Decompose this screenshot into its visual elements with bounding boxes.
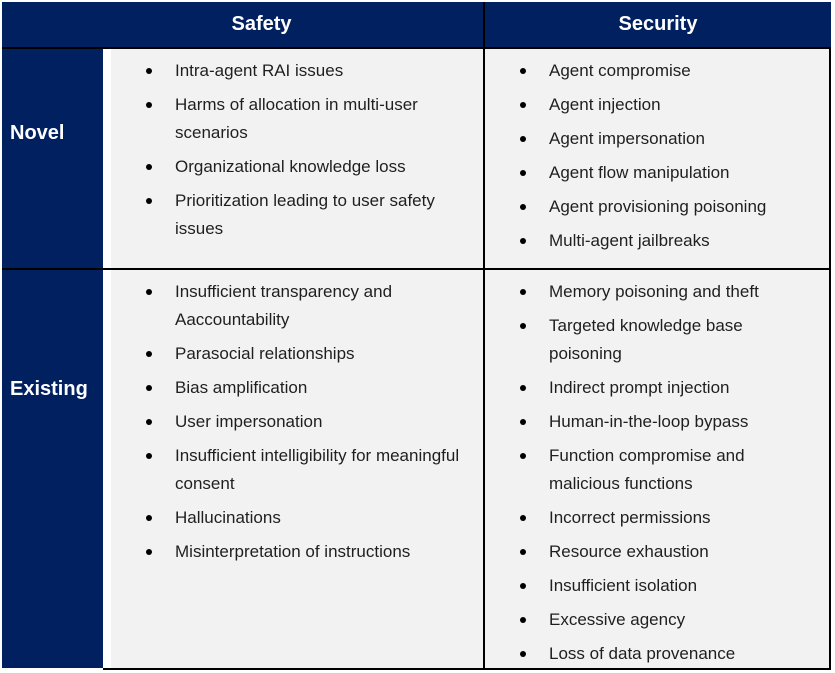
list-item: Agent compromise [485,57,807,85]
failure-modes-table [2,2,831,670]
column-header-safety: Safety [2,2,483,47]
list-item: User impersonation [111,408,475,436]
list-item: Targeted knowledge base poisoning [485,312,807,368]
list-item: Insufficient intelligibility for meaningful consent [111,442,475,498]
row-label-existing: Existing [2,270,103,668]
list-item: Bias amplification [111,374,475,402]
list-item: Insufficient isolation [485,572,807,600]
existing-security-list [485,278,829,668]
novel-security-list [485,57,829,255]
existing-safety-list [111,278,483,566]
list-item: Memory poisoning and theft [485,278,807,306]
list-item: Indirect prompt injection [485,374,807,402]
list-item: Misinterpretation of instructions [111,538,475,566]
list-item: Incorrect permissions [485,504,807,532]
cell-existing-safety [111,270,483,668]
row-label-novel: Novel [2,49,103,268]
cell-novel-safety [111,49,483,268]
list-item: Multi-agent jailbreaks [485,227,807,255]
table-right-border [829,49,831,670]
list-item: Harms of allocation in multi-user scenarios [111,91,475,147]
list-item: Intra-agent RAI issues [111,57,475,85]
cell-existing-security [485,270,829,668]
list-item: Function compromise and malicious functions [485,442,807,498]
list-item: Resource exhaustion [485,538,807,566]
list-item: Parasocial relationships [111,340,475,368]
list-item: Prioritization leading to user safety issues [111,187,475,243]
list-item: Loss of data provenance [485,640,807,668]
list-item: Agent impersonation [485,125,807,153]
list-item: Agent flow manipulation [485,159,807,187]
list-item: Excessive agency [485,606,807,634]
list-item: Agent injection [485,91,807,119]
list-item: Hallucinations [111,504,475,532]
list-item: Organizational knowledge loss [111,153,475,181]
column-header-security: Security [485,2,831,47]
novel-safety-list [111,57,483,243]
list-item: Insufficient transparency and Aaccountability [111,278,475,334]
list-item: Agent provisioning poisoning [485,193,807,221]
table-bottom-border [103,668,831,670]
cell-novel-security [485,49,829,268]
list-item: Human-in-the-loop bypass [485,408,807,436]
